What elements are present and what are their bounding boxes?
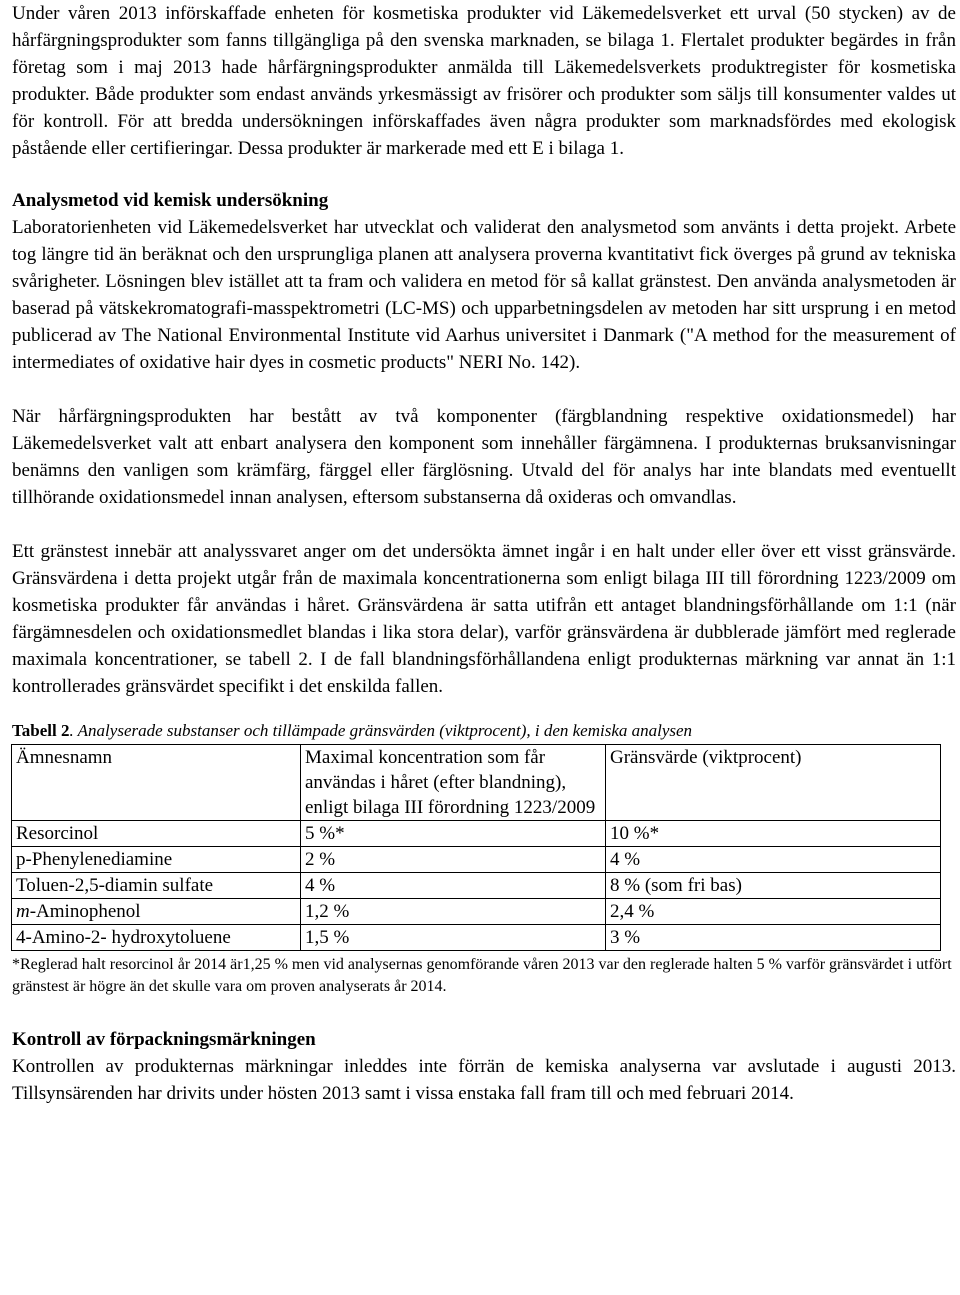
analysis-paragraph-1: Laboratorienheten vid Läkemedelsverket har utvecklat och validerat den analysmetod som använts i detta projekt. Arbete tog längre tid än beräknat och den ursprungliga planen att analysera proverna kvantitativt fick överges på grund av tekniska svårigheter. Lösningen blev istället att ta fram och validera en metod för så kallat gränstest. Den använda analysmetoden är baserad på vätskekromatografi-masspektrometri (LC-MS) och upparbetningsdelen av metoden har sitt ursprung i en metod publicerad av The National Environmental Institute vid Aarhus universitet i Danmark ("A method for the measurement of intermediates of oxidative hair dyes in cosmetic products" NERI No. 142). [12,217,956,373]
table-row [12,847,941,873]
max-concentration-cell: 1,2 % [301,899,606,925]
analysis-paragraph-2: När hårfärgningsprodukten har bestått av två komponenter (färgblandning respektive oxidationsmedel) har Läkemedelsverket valt att enbart analysera den komponent som innehåller färgämnena. I produkternas bruksanvisningar benämns den vanligen som krämfärg, färggel eller färglösning. Utvald del för analys har inte blandats med eventuellt tillhörande oxidationsmedel innan analysen, eftersom substanserna då oxideras och omvandlas. [12,406,956,508]
substance-name-cell: 4-Amino-2- hydroxytoluene [12,925,301,951]
limit-value-cell: 3 % [606,925,941,951]
substance-name-cell: Resorcinol [12,821,301,847]
max-concentration-cell: 5 %* [301,821,606,847]
intro-paragraph: Under våren 2013 införskaffade enheten för kosmetiska produkter vid Läkemedelsverket ett urval (50 stycken) av de hårfärgningsprodukter som fanns tillgängliga på den svenska marknaden, se bilaga 1. Flertalet produkter begärdes in från företag som i maj 2013 hade hårfärgningsprodukter anmälda till Läkemedelsverkets produktregister för kosmetiska produkter. Både produkter som endast används yrkesmässigt av frisörer och produkter som säljs till konsumenter valdes ut för kontroll. För att bredda undersökningen införskaffades även några produkter som marknadsfördes med ekologisk påstående eller certifieringar. Dessa produkter är markerade med ett E i bilaga 1. [12,3,956,159]
table-row [12,899,941,925]
substance-name-cell: Toluen-2,5-diamin sulfate [12,873,301,899]
max-concentration-cell: 2 % [301,847,606,873]
table-caption [12,720,956,742]
table-header-cell: Maximal koncentration som får användas i håret (efter blandning), enligt bilaga III förordning 1223/2009 [301,745,606,821]
max-concentration-cell: 1,5 % [301,925,606,951]
table-row [12,821,941,847]
table-header-row [12,745,941,821]
limit-values-table [11,744,941,951]
table-caption-text: . Analyserade substanser och tillämpade gränsvärden (viktprocent), i den kemiska analysen [69,721,693,740]
substance-name-rest: -Aminophenol [29,901,141,922]
substance-name-cell [12,899,301,925]
limit-value-cell: 10 %* [606,821,941,847]
limit-value-cell: 4 % [606,847,941,873]
analysis-method-heading: Analysmetod vid kemisk undersökning [12,190,329,211]
analysis-paragraph-3: Ett gränstest innebär att analyssvaret anger om det undersökta ämnet ingår i en halt under eller över ett visst gränsvärde. Gränsvärdena i detta projekt utgår från de maximala koncentrationerna som enligt bilaga III till förordning 1223/2009 om kosmetiska produkter får användas i håret. Gränsvärdena är satta utifrån ett antaget blandningsförhållande om 1:1 (när färgämnesdelen och oxidationsmedlet blandas i lika stora delar), varför gränsvärdena är dubblerade jämfört med reglerade maximala koncentrationer, se tabell 2. I de fall blandningsförhållandena enligt produkternas märkning var annat än 1:1 kontrollerades gränsvärdet specifikt i det enskilda fallen. [12,541,956,697]
table-header-cell: Ämnesnamn [12,745,301,821]
document-page [12,0,956,1107]
table-row [12,925,941,951]
substance-name-prefix: m [16,901,30,922]
limit-value-cell: 2,4 % [606,899,941,925]
table-caption-label: Tabell 2 [12,721,70,740]
max-concentration-cell: 4 % [301,873,606,899]
labelling-paragraph: Kontrollen av produkternas märkningar inleddes inte förrän de kemiska analyserna var avslutade i augusti 2013. Tillsynsärenden har drivits under hösten 2013 samt i vissa enstaka fall fram till och med februari 2014. [12,1056,956,1104]
table-footnote: *Reglerad halt resorcinol år 2014 är1,25 % men vid analysernas genomförande våren 2013 var den reglerade halten 5 % varför gränsvärdet i utfört gränstest är högre än det skulle vara om proven analyserats år 2014. [12,956,952,995]
table-row [12,873,941,899]
labelling-control-heading: Kontroll av förpackningsmärkningen [12,1029,316,1050]
substance-name-cell: p-Phenylenediamine [12,847,301,873]
table-header-cell: Gränsvärde (viktprocent) [606,745,941,821]
limit-value-cell: 8 % (som fri bas) [606,873,941,899]
